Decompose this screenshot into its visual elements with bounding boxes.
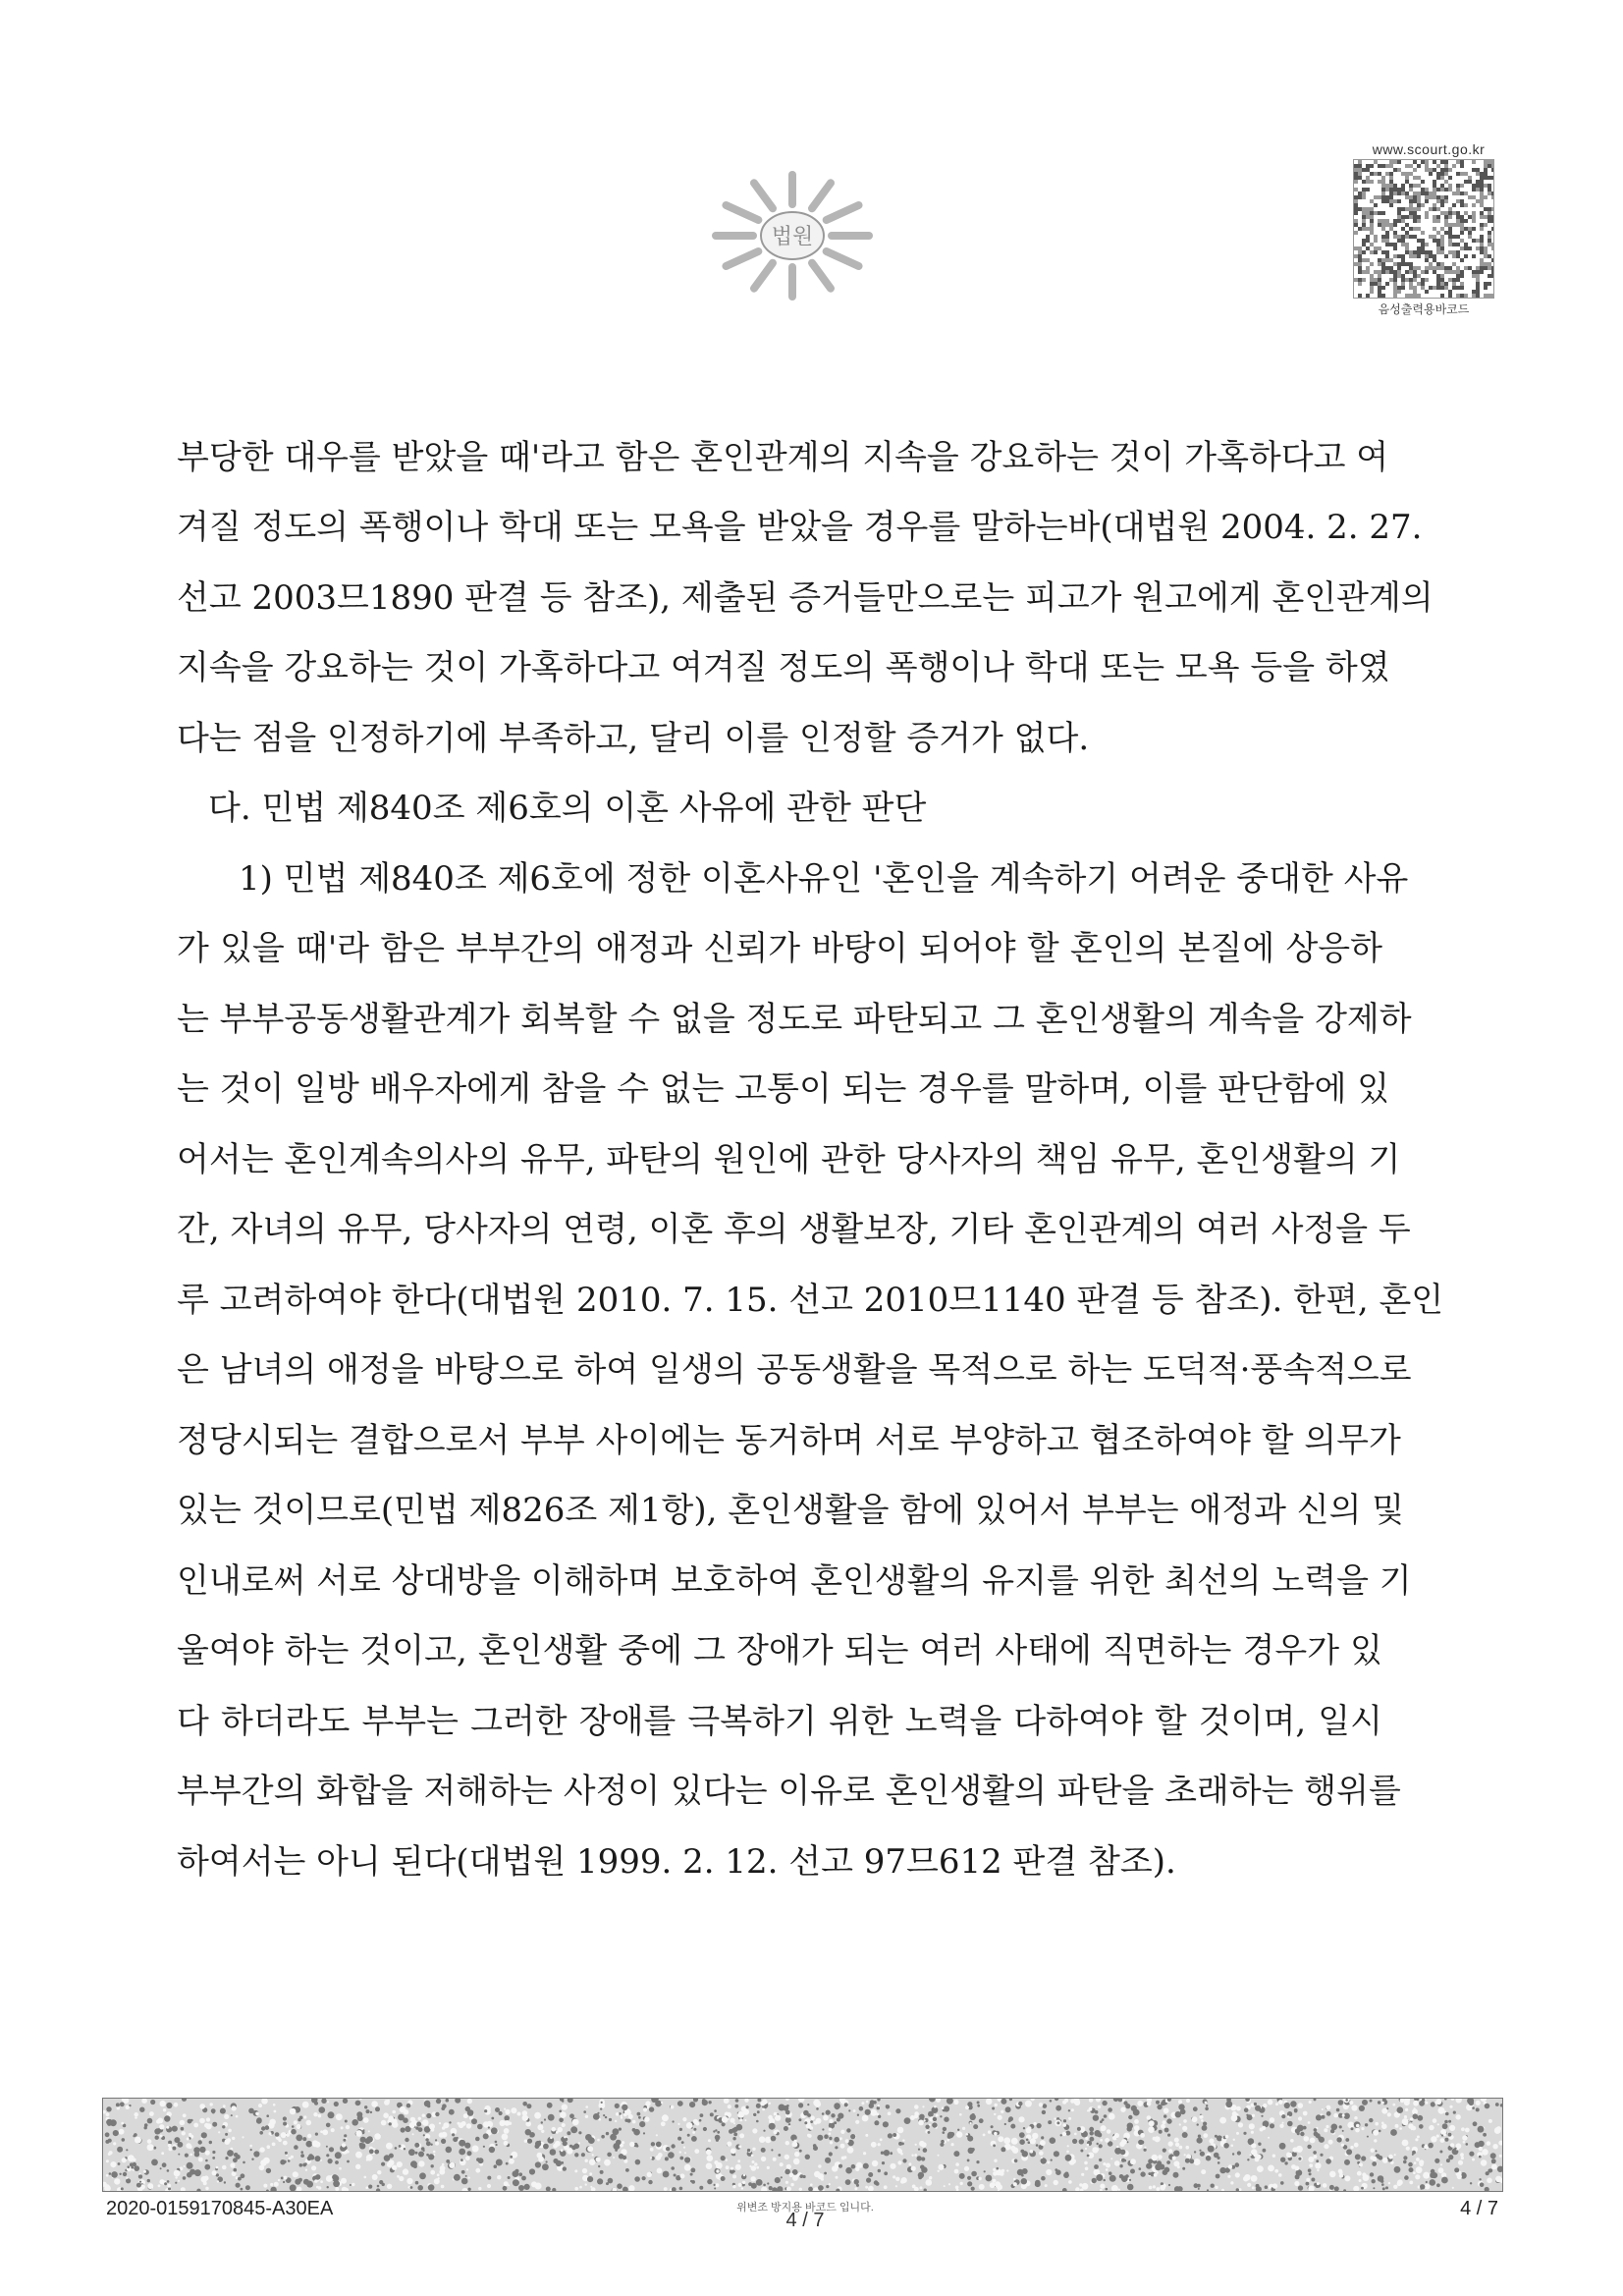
qr-caption: 음성출력용바코드	[1378, 302, 1470, 316]
anti-forgery-barcode-band	[102, 2098, 1503, 2192]
page-number-center: 4 / 7	[785, 2210, 825, 2231]
court-emblem-logo	[699, 157, 886, 314]
text-line: 겨질 정도의 폭행이나 학대 또는 모욕을 받았을 경우를 말하는바(대법원 2004. 2. 27.	[177, 508, 1423, 547]
svg-text:법원: 법원	[771, 225, 814, 249]
text-line: 하여서는 아니 된다(대법원 1999. 2. 12. 선고 97므612 판결 참조).	[177, 1842, 1176, 1882]
text-line: 가 있을 때'라 함은 부부간의 애정과 신뢰가 바탕이 되어야 할 혼인의 본질에 상응하	[177, 929, 1382, 968]
section-heading: 다. 민법 제840조 제6호의 이혼 사유에 관한 판단	[208, 789, 927, 828]
text-line: 정당시되는 결합으로서 부부 사이에는 동거하며 서로 부양하고 협조하여야 할 의무가	[177, 1421, 1401, 1460]
text-line: 지속을 강요하는 것이 가혹하다고 여겨질 정도의 폭행이나 학대 또는 모욕 등을 하였	[177, 648, 1390, 687]
text-line: 어서는 혼인계속의사의 유무, 파탄의 원인에 관한 당사자의 책임 유무, 혼인생활의 기	[177, 1140, 1401, 1179]
text-line: 선고 2003므1890 판결 등 참조), 제출된 증거들만으로는 피고가 원고에게 혼인관계의	[177, 578, 1434, 618]
qr-url-text: www.scourt.go.kr	[1372, 141, 1486, 157]
document-id: 2020-0159170845-A30EA	[106, 2198, 334, 2219]
qr-code	[1353, 159, 1494, 299]
text-line: 있는 것이므로(민법 제826조 제1항), 혼인생활을 함에 있어서 부부는 애정과 신의 및	[177, 1491, 1405, 1530]
text-line: 1) 민법 제840조 제6호에 정한 이혼사유인 '혼인을 계속하기 어려운 중대한 사유	[239, 859, 1409, 899]
text-line: 는 것이 일방 배우자에게 참을 수 없는 고통이 되는 경우를 말하며, 이를 판단함에 있	[177, 1069, 1390, 1109]
text-line: 루 고려하여야 한다(대법원 2010. 7. 15. 선고 2010므1140 판결 등 참조). 한편, 혼인	[177, 1281, 1444, 1320]
page-number-right: 4 / 7	[1460, 2198, 1498, 2219]
barcode-note: 위변조 방지용 바코드 입니다.	[736, 2202, 874, 2214]
text-line: 다 하더라도 부부는 그러한 장애를 극복하기 위한 노력을 다하여야 할 것이며, 일시	[177, 1702, 1382, 1741]
text-line: 부부간의 화합을 저해하는 사정이 있다는 이유로 혼인생활의 파탄을 초래하는 행위를	[177, 1772, 1401, 1811]
text-line: 부당한 대우를 받았을 때'라고 함은 혼인관계의 지속을 강요하는 것이 가혹하다고 여	[177, 438, 1389, 477]
text-line: 울여야 하는 것이고, 혼인생활 중에 그 장애가 되는 여러 사태에 직면하는 경우가 있	[177, 1631, 1382, 1670]
text-line: 인내로써 서로 상대방을 이해하며 보호하여 혼인생활의 유지를 위한 최선의 노력을 기	[177, 1561, 1412, 1601]
text-line: 다는 점을 인정하기에 부족하고, 달리 이를 인정할 증거가 없다.	[177, 719, 1090, 758]
text-line: 는 부부공동생활관계가 회복할 수 없을 정도로 파탄되고 그 혼인생활의 계속을 강제하	[177, 1000, 1412, 1039]
text-line: 간, 자녀의 유무, 당사자의 연령, 이혼 후의 생활보장, 기타 혼인관계의 여러 사정을 두	[177, 1210, 1411, 1249]
text-line: 은 남녀의 애정을 바탕으로 하여 일생의 공동생활을 목적으로 하는 도덕적·풍속적으로	[177, 1350, 1412, 1390]
